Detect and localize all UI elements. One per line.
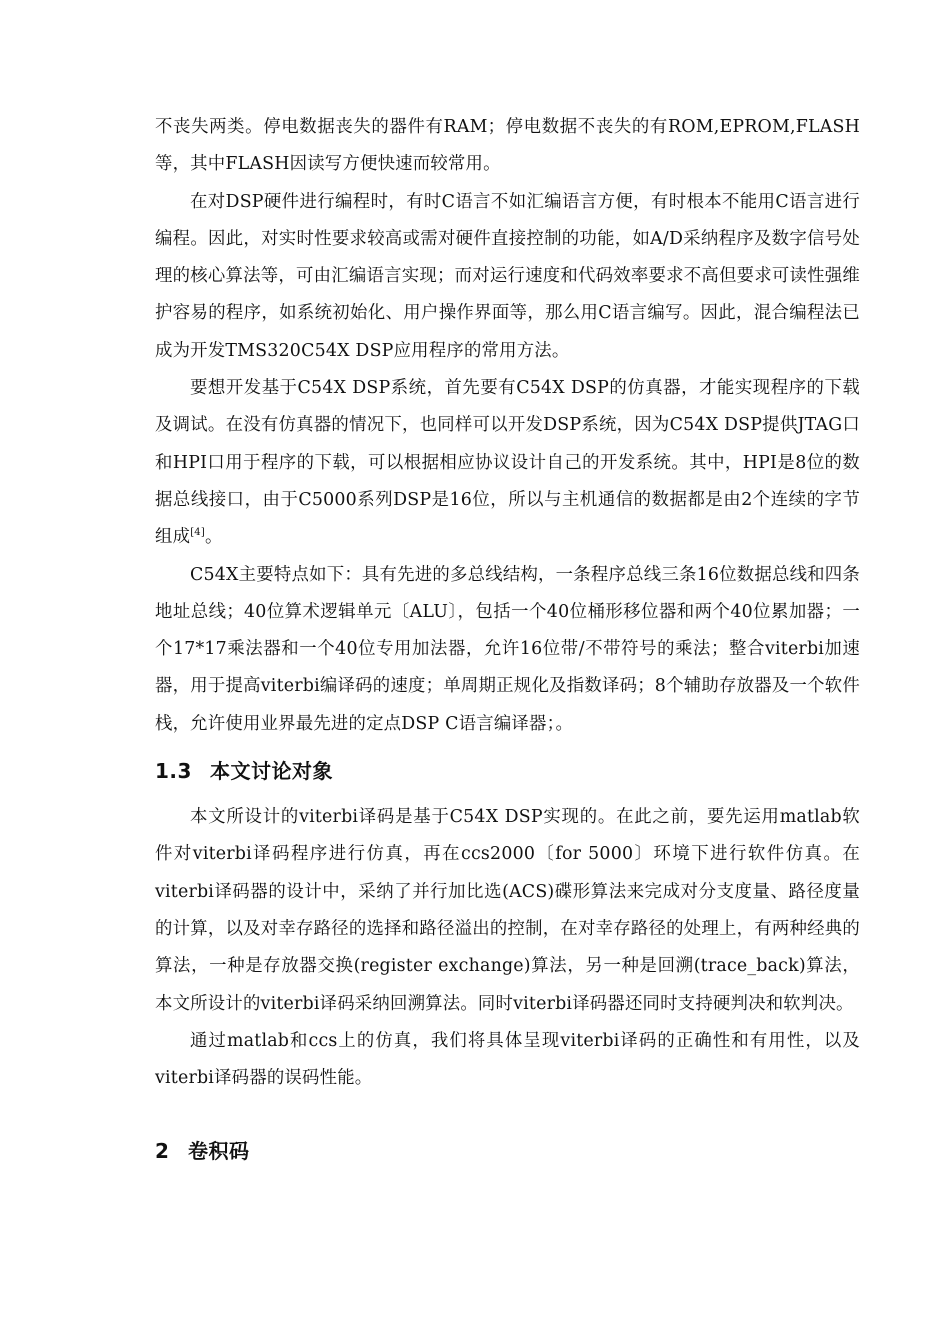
section-heading-2 (155, 1131, 860, 1171)
paragraph-emulator (155, 370, 860, 556)
document-body (155, 109, 860, 1171)
section-number: 2 (155, 1139, 170, 1164)
paragraph-memory-types: 不丧失两类。停电数据丧失的器件有RAM；停电数据不丧失的有ROM,EPROM,FLASH等，其中FLASH因读写方便快速而较常用。 (155, 117, 860, 175)
paragraph-c54x-features: C54X主要特点如下：具有先进的多总线结构，一条程序总线三条16位数据总线和四条地址总线；40位算术逻辑单元〔ALU〕，包括一个40位桶形移位器和两个40位累加器；一个17*17乘法器和一个40位专用加法器，允许16位带/不带符号的乘法；整合viterbi加速器，用于提高viterbi编译码的速度；单周期正规化及指数译码；8个辅助存放器及一个软件栈，允许使用业界最先进的定点DSP C语言编译器；。 (155, 564, 860, 734)
section-heading-1-3 (155, 753, 860, 789)
paragraph-mixed-programming: 在对DSP硬件进行编程时，有时C语言不如汇编语言方便，有时根本不能用C语言进行编程。因此，对实时性要求较高或需对硬件直接控制的功能，如A/D采纳程序及数字信号处理的核心算法等，可由汇编语言实现；而对运行速度和代码效率要求不高但要求可读性强维护容易的程序，如系统初始化、用户操作界面等，那么用C语言编写。因此，混合编程法已成为开发TMS320C54X DSP应用程序的常用方法。 (155, 191, 860, 361)
paragraph-emulator-text: 要想开发基于C54X DSP系统，首先要有C54X DSP的仿真器，才能实现程序的下载及调试。在没有仿真器的情况下，也同样可以开发DSP系统，因为C54X DSP提供JTAG口和HPI口用于程序的下载，可以根据相应协议设计自己的开发系统。其中，HPI是8位的数据总线接口，由于C5000系列DSP是16位，所以与主机通信的数据都是由2个连续的字节组成 (155, 378, 860, 548)
section-number: 1.3 (155, 759, 192, 784)
section-title: 本文讨论对象 (210, 759, 333, 784)
paragraph-simulation: 通过matlab和ccs上的仿真，我们将具体呈现viterbi译码的正确性和有用性，以及viterbi译码器的误码性能。 (155, 1030, 860, 1089)
paragraph-emulator-tail: 。 (204, 527, 223, 548)
section-title: 卷积码 (188, 1139, 250, 1164)
paragraph-viterbi-design: 本文所设计的viterbi译码是基于C54X DSP实现的。在此之前，要先运用matlab软件对viterbi译码程序进行仿真，再在ccs2000〔for 5000〕环境下进行软件仿真。在viterbi译码器的设计中，采纳了并行加比选(ACS)碟形算法来完成对分支度量、路径度量的计算，以及对幸存路径的选择和路径溢出的控制，在对幸存路径的处理上，有两种经典的算法，一种是存放器交换(register exchange)算法，另一种是回溯(trace_back)算法，本文所设计的viterbi译码采纳回溯算法。同时viterbi译码器还同时支持硬判决和软判决。 (155, 807, 860, 1014)
citation-reference: [4] (190, 527, 205, 539)
